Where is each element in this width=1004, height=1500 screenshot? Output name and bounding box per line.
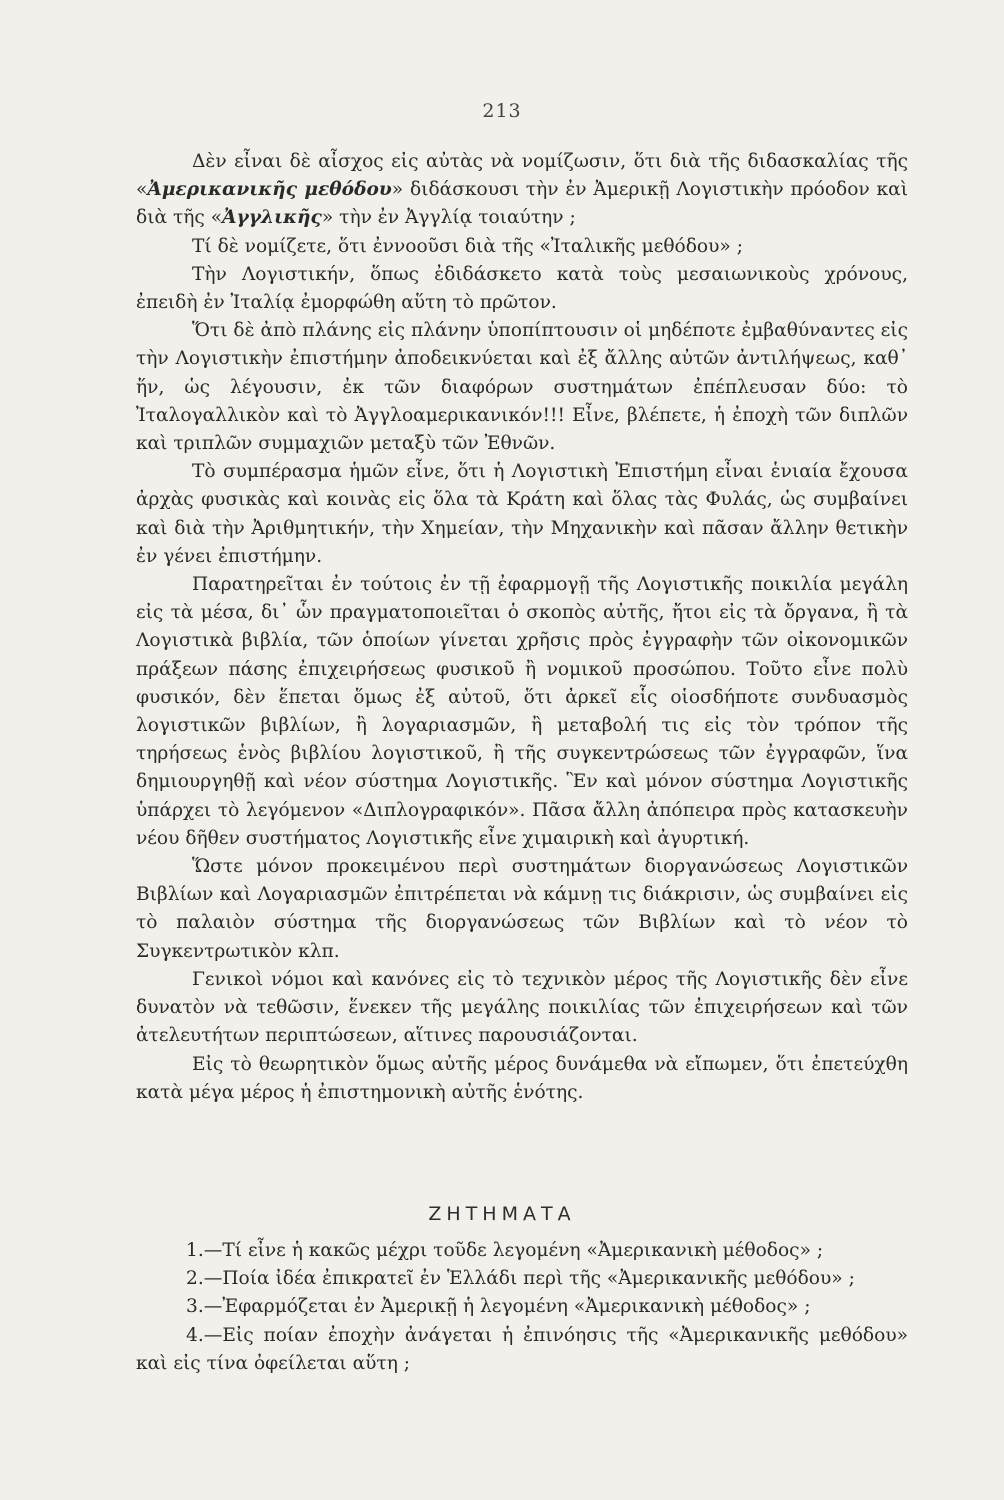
paragraph xyxy=(136,317,908,458)
question-item xyxy=(136,1237,908,1265)
page-number: 213 xyxy=(482,100,522,122)
paragraph-text: Τὸ συμπέρασμα ἡμῶν εἶνε, ὅτι ἡ Λογιστικὴ Ἐπιστήμη εἶναι ἑνιαία ἔχουσα ἀρχὰς φυσικὰς καὶ κοινὰς εἰς ὅλα τὰ Κράτη καὶ ὅλας τὰς Φυλάς, ὡς συμβαίνει καὶ διὰ τὴν Ἀριθμητικήν, τὴν Χημείαν, τὴν Μηχανικὴν καὶ πᾶσαν ἄλλην θετικὴν ἐν γένει ἐπιστήμην. xyxy=(136,461,908,567)
paragraph-text: Γενικοὶ νόμοι καὶ κανόνες εἰς τὸ τεχνικὸν μέρος τῆς Λογιστικῆς δὲν εἶνε δυνατὸν νὰ τεθῶσιν, ἕνεκεν τῆς μεγάλης ποικιλίας τῶν ἐπιχειρήσεων καὶ τῶν ἀτελευτήτων περιπτώσεων, αἵτινες παρουσιάζονται. xyxy=(136,968,908,1047)
question-text: Εἰς ποίαν ἐποχὴν ἀνάγεται ἡ ἐπινόησις τῆς «Ἀμερικανικῆς μεθόδου» καὶ εἰς τίνα ὀφείλεται αὕτη ; xyxy=(136,1324,908,1374)
question-number: 1.— xyxy=(186,1240,223,1261)
paragraph xyxy=(136,966,908,1051)
paragraph-text: » διδάσκουσι τὴν ἐν Ἀμερικῇ Λογιστικὴν πρόοδον καὶ διὰ τῆς « xyxy=(136,179,908,229)
paragraph xyxy=(136,458,908,571)
emphasized-term: Ἀμερικανικῆς μεθόδου xyxy=(147,179,392,201)
paragraph xyxy=(136,1051,908,1107)
paragraph-text: » τὴν ἐν Ἀγγλίᾳ τοιαύτην ; xyxy=(321,207,576,229)
paragraph xyxy=(136,571,908,853)
paragraph xyxy=(136,853,908,966)
question-item xyxy=(136,1293,908,1321)
paragraph xyxy=(136,233,908,261)
question-number: 4.— xyxy=(186,1324,223,1346)
question-number: 3.— xyxy=(186,1296,223,1318)
paragraph-text: Τί δὲ νομίζετε, ὅτι ἐννοοῦσι διὰ τῆς «Ἰταλικῆς μεθόδου» ; xyxy=(192,235,743,257)
emphasized-term: Ἀγγλικῆς xyxy=(222,207,322,229)
paragraph-text: Τὴν Λογιστικήν, ὅπως ἐδιδάσκετο κατὰ τοὺς μεσαιωνικοὺς χρόνους, ἐπειδὴ ἐν Ἰταλίᾳ ἐμορφώθη αὕτη τὸ πρῶτον. xyxy=(136,263,908,314)
paragraph xyxy=(136,148,908,233)
paragraph-text: Παρατηρεῖται ἐν τούτοις ἐν τῇ ἐφαρμογῇ τῆς Λογιστικῆς ποικιλία μεγάλη εἰς τὰ μέσα, δι᾽ ὧν πραγματοποιεῖται ὁ σκοπὸς αὐτῆς, ἤτοι εἰς τὰ ὄργανα, ἢ τὰ Λογιστικὰ βιβλία, τῶν ὁποίων γίνεται χρῆσις πρὸς ἐγγραφὴν τῶν οἰκονομικῶν πράξεων πάσης ἐπιχειρήσεως φυσικοῦ ἢ νομικοῦ προσώπου. Τοῦτο εἶνε πολὺ φυσικόν, δὲν ἕπεται ὅμως ἐξ αὐτοῦ, ὅτι ἀρκεῖ εἷς οἱοσδήποτε συνδυασμὸς λογιστικῶν βιβλίων, ἢ λογαριασμῶν, ἢ μεταβολή τις εἰς τὸν τρόπον τῆς τηρήσεως ἑνὸς βιβλίου λογιστικοῦ, ἢ τῆς συγκεντρώσεως τῶν ἐγγραφῶν, ἵνα δημιουργηθῇ καὶ νέον σύστημα Λογιστικῆς. Ἓν καὶ μόνον σύστημα Λογιστικῆς ὑπάρχει τὸ λεγόμενον «Διπλογραφικόν». Πᾶσα ἄλλη ἀπόπειρα πρὸς κατασκευὴν νέου δῆθεν συστήματος Λογιστικῆς εἶνε χιμαιρικὴ καὶ ἀγυρτική. xyxy=(136,574,908,849)
question-number: 2.— xyxy=(186,1268,223,1290)
body-text xyxy=(136,148,908,1107)
paragraph-text: Εἰς τὸ θεωρητικὸν ὅμως αὐτῆς μέρος δυνάμεθα νὰ εἴπωμεν, ὅτι ἐπετεύχθη κατὰ μέγα μέρος ἡ ἐπιστημονικὴ αὐτῆς ἑνότης. xyxy=(136,1053,908,1103)
questions-heading: ΖΗΤΗΜΑΤΑ xyxy=(428,1203,576,1225)
paragraph-text: Δὲν εἶναι δὲ αἶσχος εἰς αὐτὰς νὰ νομίζωσιν, ὅτι διὰ τῆς διδασκαλίας τῆς « xyxy=(136,151,908,201)
question-item xyxy=(136,1265,908,1293)
question-text: Ἐφαρμόζεται ἐν Ἀμερικῇ ἡ λεγομένη «Ἀμερικανικὴ μέθοδος» ; xyxy=(222,1296,811,1318)
paragraph-text: Ὥστε μόνον προκειμένου περὶ συστημάτων διοργανώσεως Λογιστικῶν Βιβλίων καὶ Λογαριασμῶν ἐπιτρέπεται νὰ κάμνῃ τις διάκρισιν, ὡς συμβαίνει εἰς τὸ παλαιὸν σύστημα τῆς διοργανώσεως τῶν Βιβλίων καὶ τὸ νέον τὸ Συγκεντρωτικὸν κλπ. xyxy=(136,856,908,962)
question-text: Ποία ἰδέα ἐπικρατεῖ ἐν Ἑλλάδι περὶ τῆς «Ἀμερικανικῆς μεθόδου» ; xyxy=(222,1268,855,1290)
questions-list xyxy=(136,1237,908,1378)
paragraph-text: Ὅτι δὲ ἀπὸ πλάνης εἰς πλάνην ὑποπίπτουσιν οἱ μηδέποτε ἐμβαθύναντες εἰς τὴν Λογιστικὴν ἐπιστήμην ἀποδεικνύεται καὶ ἐξ ἄλλης αὐτῶν ἀντιλήψεως, καθ᾽ ἥν, ὡς λέγουσιν, ἐκ τῶν διαφόρων συστημάτων ἐπέπλευσαν δύο: τὸ Ἰταλογαλλικὸν καὶ τὸ Ἀγγλοαμερικανικόν!!! Εἶνε, βλέπετε, ἡ ἐποχὴ τῶν διπλῶν καὶ τριπλῶν συμμαχιῶν μεταξὺ τῶν Ἐθνῶν. xyxy=(136,320,908,455)
question-item xyxy=(136,1322,908,1378)
paragraph xyxy=(136,261,908,317)
question-text: Τί εἶνε ἡ κακῶς μέχρι τοῦδε λεγομένη «Ἀμερικανικὴ μέθοδος» ; xyxy=(222,1240,824,1261)
